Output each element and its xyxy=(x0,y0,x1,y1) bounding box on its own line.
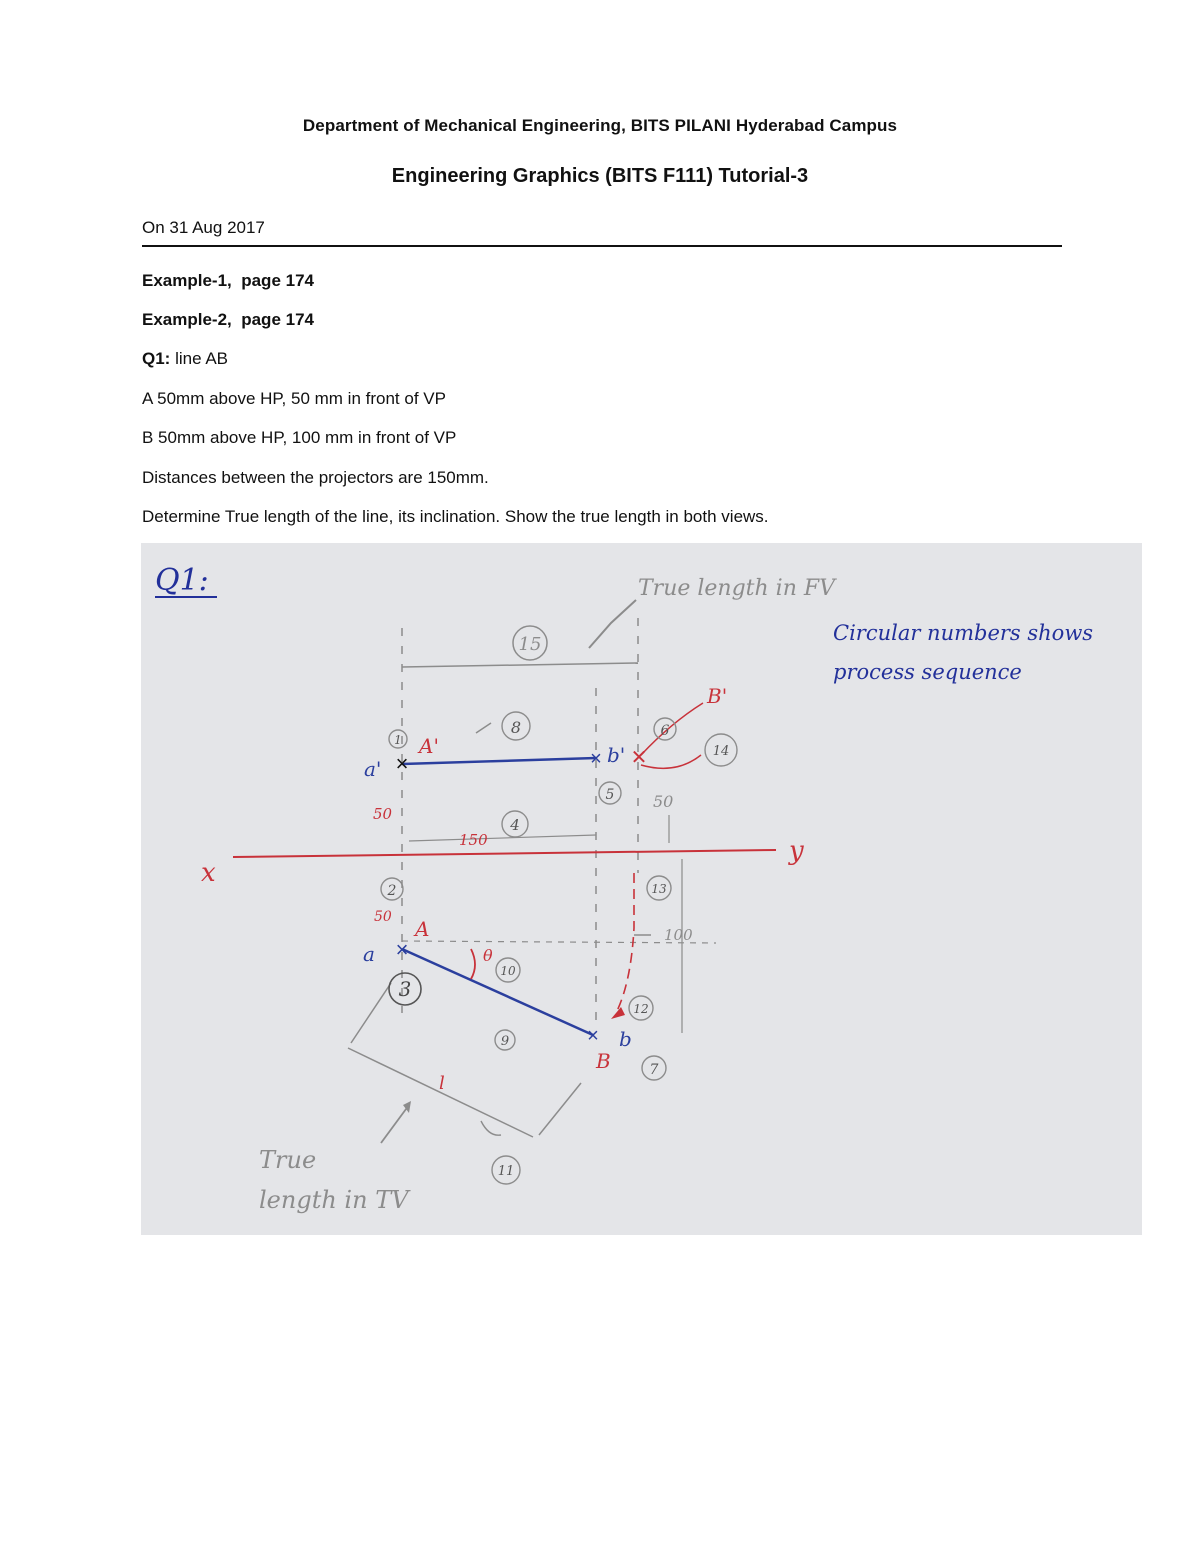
dim-50-fv: 50 xyxy=(373,805,393,823)
true-length-tv-line-1: True xyxy=(259,1146,317,1174)
dim-50-right: 50 xyxy=(653,792,674,811)
question-1-title xyxy=(142,349,228,369)
true-length-tv-line-2: length in TV xyxy=(259,1186,409,1214)
step-circle-2 xyxy=(381,878,403,900)
label-b-prime: b' xyxy=(607,743,626,767)
tutorial-date: On 31 Aug 2017 xyxy=(142,218,265,237)
svg-text:4: 4 xyxy=(510,816,520,834)
angle-theta-arc xyxy=(471,949,475,979)
label-a-prime: a' xyxy=(364,757,382,781)
svg-text:6: 6 xyxy=(660,723,670,739)
sketch-drawing xyxy=(141,543,1142,1235)
step-circle-9 xyxy=(495,1030,515,1050)
svg-text:1: 1 xyxy=(394,733,402,747)
step-circle-13 xyxy=(647,876,671,900)
label-A: A xyxy=(415,917,430,941)
sketch-photo xyxy=(141,543,1142,1235)
svg-text:14: 14 xyxy=(712,744,730,759)
svg-text:2: 2 xyxy=(387,883,397,899)
true-length-tv-end-b xyxy=(539,1083,581,1135)
label-theta: θ xyxy=(483,946,493,965)
question-line-a: A 50mm above HP, 50 mm in front of VP xyxy=(142,389,446,408)
svg-text:12: 12 xyxy=(633,1002,649,1016)
front-view-line xyxy=(402,758,596,764)
question-line-determine: Determine True length of the line, its inclination. Show the true length in both views. xyxy=(142,507,769,526)
step-14-leader xyxy=(641,755,701,768)
svg-text:8: 8 xyxy=(510,718,522,737)
process-note-line-1: Circular numbers shows xyxy=(833,621,1094,645)
step-15-number: 15 xyxy=(518,634,542,655)
true-length-fv-label: True length in FV xyxy=(638,576,836,601)
example-1-label: Example-1, xyxy=(142,271,232,290)
label-A-prime: A' xyxy=(419,734,439,758)
department-heading: Department of Mechanical Engineering, BITS PILANI Hyderabad Campus xyxy=(302,116,898,135)
label-a: a xyxy=(363,942,375,966)
top-view-line xyxy=(402,949,593,1035)
question-1-label: Q1: xyxy=(142,349,171,368)
svg-text:11: 11 xyxy=(497,1164,515,1179)
course-title: Engineering Graphics (BITS F111) Tutorial-3 xyxy=(391,165,809,187)
svg-text:10: 10 xyxy=(500,964,516,978)
dim-50-tv: 50 xyxy=(374,909,392,925)
dim-150: 150 xyxy=(459,831,488,849)
example-2-page: page 174 xyxy=(241,310,314,329)
example-2 xyxy=(142,310,314,330)
step-circle-11 xyxy=(492,1156,520,1184)
step-circle-6 xyxy=(654,718,676,740)
example-1-page: page 174 xyxy=(241,271,314,290)
process-note-line-2: process sequence xyxy=(833,660,1022,684)
dim-15-line xyxy=(402,663,638,667)
step-circle-10 xyxy=(496,958,520,982)
true-length-tv-end-a xyxy=(351,983,391,1043)
dim-100: 100 xyxy=(664,926,693,944)
label-y: y xyxy=(789,836,804,866)
label-x: x xyxy=(201,858,216,888)
svg-text:9: 9 xyxy=(500,1034,510,1049)
question-1-text: line AB xyxy=(170,349,228,368)
step-11-leader xyxy=(481,1121,501,1135)
step-circle-3 xyxy=(389,973,421,1005)
svg-text:13: 13 xyxy=(651,882,667,896)
tv-pointer xyxy=(381,1105,409,1143)
label-l: l xyxy=(439,1073,445,1094)
fv-pointer xyxy=(589,600,636,648)
step-circle-14 xyxy=(705,734,737,766)
example-1 xyxy=(142,271,314,291)
step-circle-7 xyxy=(642,1056,666,1080)
dim-150-line xyxy=(409,835,596,841)
header-divider xyxy=(142,245,1062,247)
step-circle-8 xyxy=(502,712,530,740)
svg-text:7: 7 xyxy=(649,1062,659,1078)
label-B: B xyxy=(596,1049,611,1073)
svg-text:3: 3 xyxy=(398,977,412,1001)
point-b-prime-mark: × xyxy=(590,748,602,770)
step-8-leader xyxy=(476,723,491,733)
question-line-b: B 50mm above HP, 100 mm in front of VP xyxy=(142,428,457,447)
question-line-projectors: Distances between the projectors are 150mm. xyxy=(142,468,489,487)
svg-text:5: 5 xyxy=(605,787,615,803)
step-circle-1 xyxy=(389,730,407,748)
label-b: b xyxy=(619,1027,632,1051)
point-a-prime-mark: × xyxy=(395,751,409,776)
example-2-label: Example-2, xyxy=(142,310,232,329)
point-a-mark: × xyxy=(395,937,409,962)
sketch-heading: Q1: xyxy=(155,563,209,598)
point-b-mark: × xyxy=(587,1025,599,1047)
step-circle-12 xyxy=(629,996,653,1020)
point-B-prime-mark: ✕ xyxy=(630,747,648,769)
step-circle-5 xyxy=(599,782,621,804)
xy-reference-line xyxy=(233,850,776,857)
step-circle-4 xyxy=(502,811,528,837)
label-B-prime: B' xyxy=(707,684,728,708)
b-prime-leader xyxy=(641,703,703,755)
